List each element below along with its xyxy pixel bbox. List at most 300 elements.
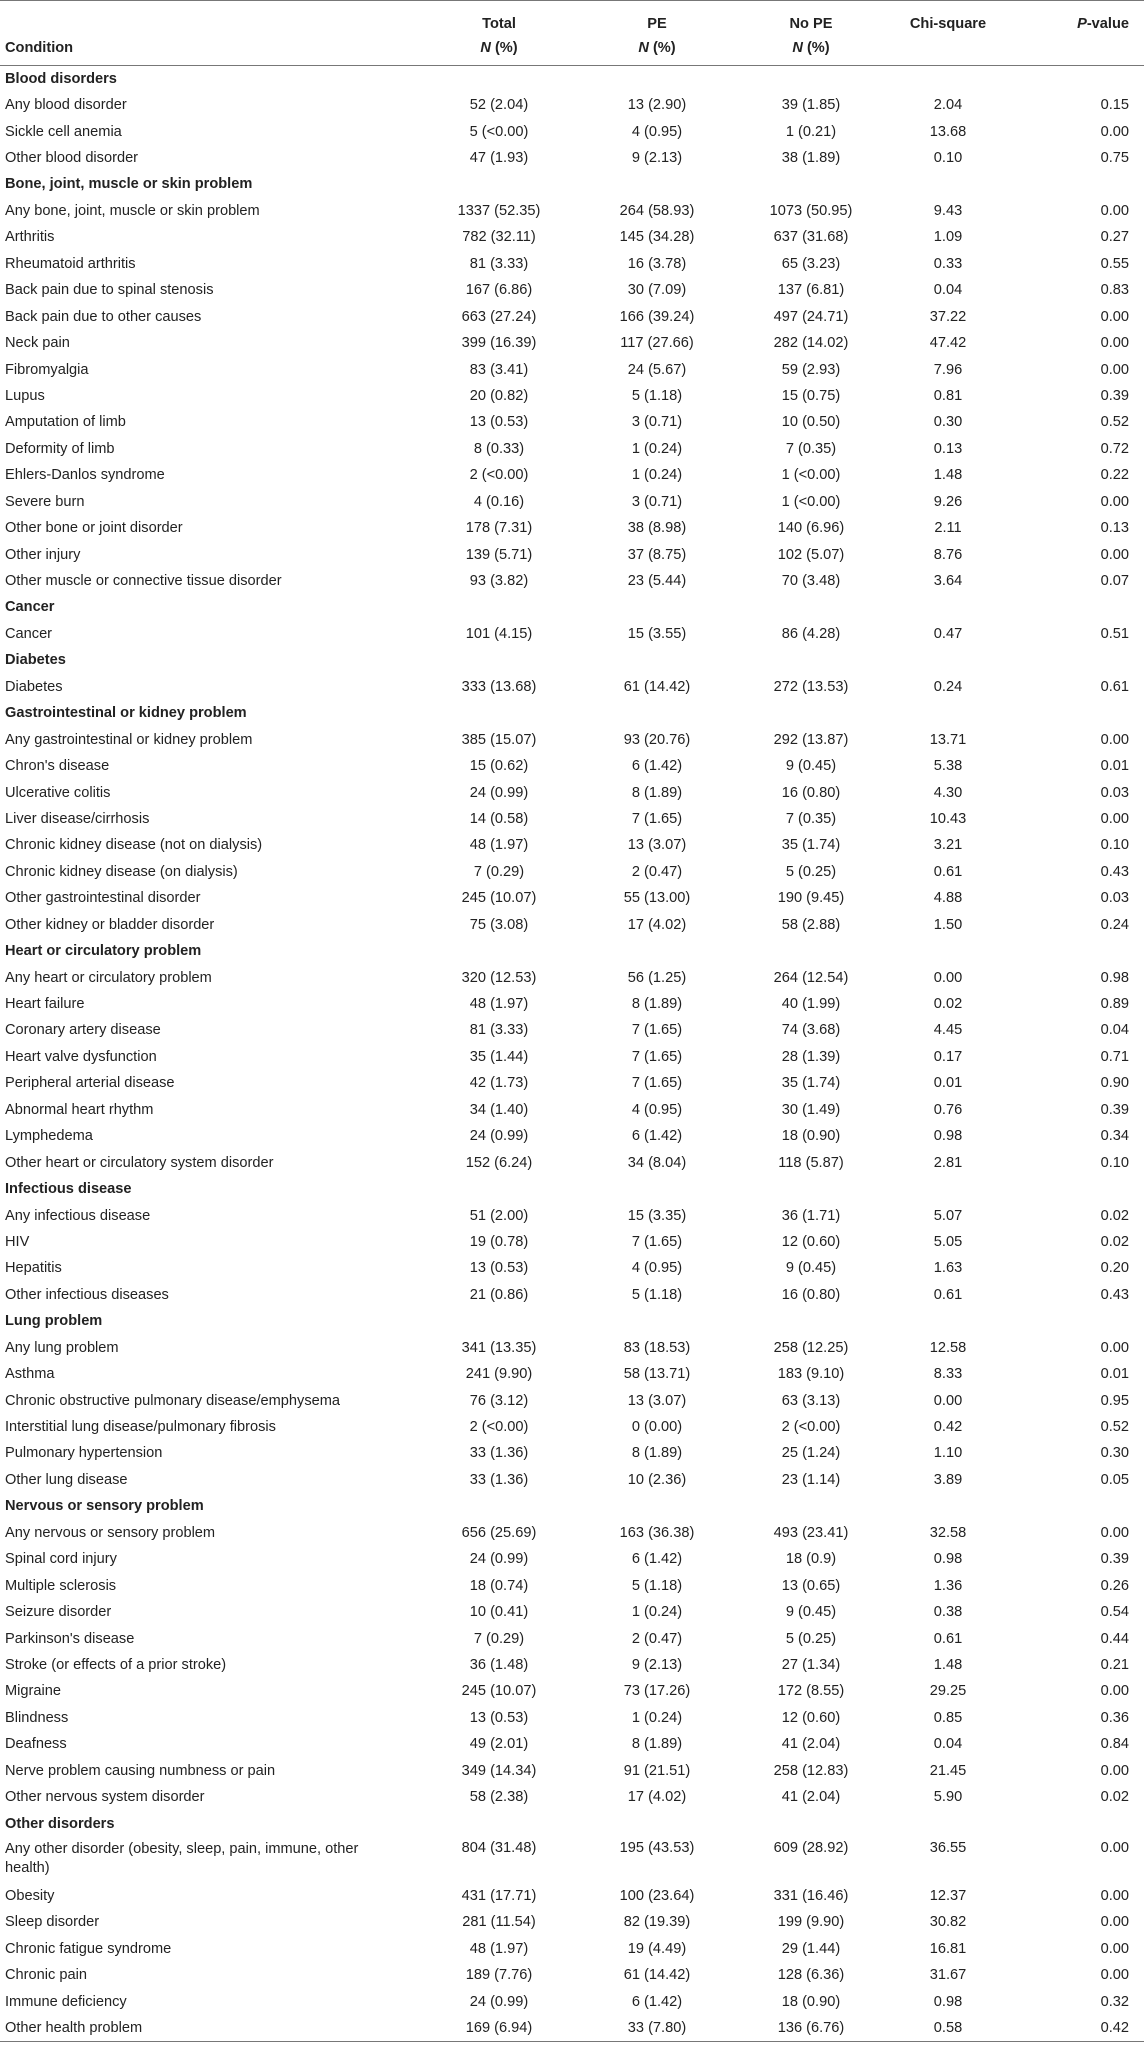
- pe-cell: 55 (13.00): [623, 890, 691, 907]
- pe-cell: 38 (8.98): [627, 520, 687, 537]
- chi-square-cell: 9.43: [933, 202, 963, 219]
- condition-cell: Parkinson's disease: [5, 1630, 135, 1647]
- table-body: [0, 66, 1144, 2042]
- no-pe-cell: 9 (0.45): [785, 758, 837, 775]
- p-value-cell: 0.54: [1100, 1604, 1129, 1621]
- table-row: [0, 1044, 1144, 1070]
- pe-cell: 5 (1.18): [631, 387, 683, 404]
- table-row: [0, 885, 1144, 911]
- no-pe-cell: 272 (13.53): [773, 678, 849, 695]
- no-pe-cell: 38 (1.89): [781, 150, 841, 167]
- table-row: [0, 224, 1144, 250]
- pe-cell: 6 (1.42): [631, 1128, 683, 1145]
- category-row: [0, 66, 1144, 92]
- condition-cell: Sickle cell anemia: [5, 123, 122, 140]
- no-pe-cell: 23 (1.14): [781, 1471, 841, 1488]
- total-cell: 399 (16.39): [461, 335, 537, 352]
- chi-square-cell: 1.36: [933, 1577, 963, 1594]
- table-row: [0, 330, 1144, 356]
- chi-square-cell: 3.64: [933, 573, 963, 590]
- condition-cell: Other lung disease: [5, 1471, 128, 1488]
- condition-cell: Other infectious diseases: [5, 1286, 169, 1303]
- pe-cell: 6 (1.42): [631, 758, 683, 775]
- category-label: Infectious disease: [5, 1181, 132, 1198]
- condition-cell: Peripheral arterial disease: [5, 1075, 175, 1092]
- total-cell: 8 (0.33): [473, 440, 525, 457]
- pe-cell: 82 (19.39): [623, 1914, 691, 1931]
- table-row: [0, 462, 1144, 488]
- chi-square-cell: 0.81: [933, 387, 963, 404]
- chi-square-cell: 0.00: [933, 969, 963, 986]
- chi-square-cell: 0.01: [933, 1075, 963, 1092]
- table-row: [0, 1652, 1144, 1678]
- total-cell: 33 (1.36): [469, 1445, 529, 1462]
- total-cell: 13 (0.53): [469, 1709, 529, 1726]
- total-cell: 48 (1.97): [469, 1940, 529, 1957]
- condition-cell: Sleep disorder: [5, 1914, 100, 1931]
- chi-square-cell: 1.50: [933, 916, 963, 933]
- table-header: [0, 1, 1144, 66]
- table-row: [0, 859, 1144, 885]
- table-row: [0, 1599, 1144, 1625]
- header-blank: [0, 1, 420, 33]
- condition-cell: Any lung problem: [5, 1339, 119, 1356]
- pe-cell: 83 (18.53): [623, 1339, 691, 1356]
- p-value-cell: 0.00: [1100, 1339, 1129, 1356]
- pe-cell: 100 (23.64): [619, 1888, 695, 1905]
- pe-cell: 33 (7.80): [578, 2015, 736, 2041]
- category-label: Nervous or sensory problem: [5, 1498, 204, 1515]
- table-row: [0, 674, 1144, 700]
- total-cell: 48 (1.97): [469, 837, 529, 854]
- category-label: Diabetes: [5, 652, 66, 669]
- chi-square-cell: 31.67: [929, 1967, 967, 1984]
- pe-cell: 163 (36.38): [619, 1524, 695, 1541]
- no-pe-cell: 18 (0.9): [785, 1551, 837, 1568]
- table-row: [0, 436, 1144, 462]
- condition-cell: Pulmonary hypertension: [5, 1445, 163, 1462]
- chi-square-cell: 0.98: [933, 1128, 963, 1145]
- table-row: [0, 1989, 1144, 2015]
- chi-square-cell: 0.61: [933, 1286, 963, 1303]
- p-value-cell: 0.03: [1100, 890, 1129, 907]
- pe-cell: 3 (0.71): [631, 493, 683, 510]
- pe-cell: 19 (4.49): [627, 1940, 687, 1957]
- p-value-cell: 0.36: [1100, 1709, 1129, 1726]
- total-cell: 245 (10.07): [461, 1683, 537, 1700]
- p-value-cell: 0.43: [1100, 863, 1129, 880]
- p-value-cell: 0.20: [1100, 1260, 1129, 1277]
- chi-square-cell: 1.10: [933, 1445, 963, 1462]
- total-cell: 36 (1.48): [469, 1656, 529, 1673]
- total-cell: 14 (0.58): [469, 810, 529, 827]
- chi-square-cell: 16.81: [929, 1940, 967, 1957]
- total-cell: 10 (0.41): [469, 1604, 529, 1621]
- total-cell: 333 (13.68): [461, 678, 537, 695]
- pe-cell: 61 (14.42): [623, 678, 691, 695]
- total-cell: 169 (6.94): [420, 2015, 578, 2041]
- chi-square-cell: 3.21: [933, 837, 963, 854]
- no-pe-cell: 13 (0.65): [781, 1577, 841, 1594]
- category-label: Bone, joint, muscle or skin problem: [5, 176, 253, 193]
- table-row: [0, 1625, 1144, 1651]
- no-pe-cell: 18 (0.90): [781, 1993, 841, 2010]
- table-row: [0, 753, 1144, 779]
- no-pe-cell: 609 (28.92): [773, 1839, 849, 1856]
- condition-cell: Other gastrointestinal disorder: [5, 890, 201, 907]
- p-value-cell: 0.84: [1100, 1736, 1129, 1753]
- condition-cell: Arthritis: [5, 229, 55, 246]
- condition-cell: Chronic pain: [5, 1967, 87, 1984]
- no-pe-cell: 190 (9.45): [777, 890, 845, 907]
- pe-cell: 166 (39.24): [619, 308, 695, 325]
- pe-cell: 58 (13.71): [623, 1366, 691, 1383]
- table-row: [0, 621, 1144, 647]
- condition-cell: Chron's disease: [5, 758, 110, 775]
- chi-square-cell: 0.38: [933, 1604, 963, 1621]
- no-pe-cell: 70 (3.48): [781, 573, 841, 590]
- pe-cell: 4 (0.95): [631, 123, 683, 140]
- total-cell: 241 (9.90): [465, 1366, 533, 1383]
- p-value-cell: 0.02: [1100, 1789, 1129, 1806]
- total-cell: 804 (31.48): [461, 1839, 537, 1856]
- table-row: [0, 1758, 1144, 1784]
- table-row: [0, 1837, 1144, 1883]
- no-pe-cell: 12 (0.60): [781, 1709, 841, 1726]
- chi-square-cell: 4.45: [933, 1022, 963, 1039]
- p-value-cell: 0.89: [1100, 996, 1129, 1013]
- chi-square-cell: 29.25: [929, 1683, 967, 1700]
- category-label: Blood disorders: [5, 70, 117, 87]
- pe-cell: 145 (34.28): [619, 229, 695, 246]
- table-row: [0, 251, 1144, 277]
- condition-cell: Other kidney or bladder disorder: [5, 916, 215, 933]
- header-p-rest: -value: [1086, 16, 1129, 32]
- condition-cell: Stroke (or effects of a prior stroke): [5, 1656, 227, 1673]
- pe-cell: 1 (0.24): [631, 467, 683, 484]
- chi-square-cell: 0.13: [933, 440, 963, 457]
- table-row: [0, 1255, 1144, 1281]
- chi-square-cell: 0.42: [933, 1419, 963, 1436]
- condition-cell: Other heart or circulatory system disorder: [5, 1154, 274, 1171]
- pe-cell: 16 (3.78): [627, 255, 687, 272]
- no-pe-cell: 7 (0.35): [785, 440, 837, 457]
- no-pe-cell: 331 (16.46): [773, 1888, 849, 1905]
- condition-cell: Chronic kidney disease (not on dialysis): [5, 837, 263, 854]
- category-row: [0, 1176, 1144, 1202]
- table-row: [0, 1962, 1144, 1988]
- pe-cell: 6 (1.42): [631, 1993, 683, 2010]
- condition-cell: Liver disease/cirrhosis: [5, 810, 150, 827]
- chi-square-cell: 30.82: [929, 1914, 967, 1931]
- p-value-cell: 0.02: [1100, 1233, 1129, 1250]
- total-cell: 152 (6.24): [465, 1154, 533, 1171]
- pe-cell: 56 (1.25): [627, 969, 687, 986]
- no-pe-cell: 86 (4.28): [781, 625, 841, 642]
- p-value-cell: 0.72: [1100, 440, 1129, 457]
- total-cell: 385 (15.07): [461, 731, 537, 748]
- no-pe-cell: 18 (0.90): [781, 1128, 841, 1145]
- chi-square-cell: 8.33: [933, 1366, 963, 1383]
- table-row: [0, 515, 1144, 541]
- total-cell: 7 (0.29): [473, 863, 525, 880]
- total-cell: 47 (1.93): [469, 150, 529, 167]
- pe-cell: 5 (1.18): [631, 1286, 683, 1303]
- condition-cell: Severe burn: [5, 493, 85, 510]
- table-row: [0, 1361, 1144, 1387]
- table-row: [0, 1467, 1144, 1493]
- condition-cell: Multiple sclerosis: [5, 1577, 117, 1594]
- p-value-cell: 0.39: [1100, 387, 1129, 404]
- no-pe-cell: 36 (1.71): [781, 1207, 841, 1224]
- total-cell: 167 (6.86): [465, 282, 533, 299]
- no-pe-cell: 140 (6.96): [777, 520, 845, 537]
- no-pe-cell: 282 (14.02): [773, 335, 849, 352]
- no-pe-cell: 102 (5.07): [777, 546, 845, 563]
- no-pe-cell: 10 (0.50): [781, 414, 841, 431]
- n-italic: N: [638, 40, 649, 56]
- pe-cell: 2 (0.47): [631, 1630, 683, 1647]
- total-cell: 13 (0.53): [469, 414, 529, 431]
- pe-cell: 3 (0.71): [631, 414, 683, 431]
- total-cell: 1337 (52.35): [457, 202, 541, 219]
- chi-square-cell: 13.68: [929, 123, 967, 140]
- table-row: [0, 1520, 1144, 1546]
- no-pe-cell: 7 (0.35): [785, 810, 837, 827]
- table-row: [0, 541, 1144, 567]
- p-value-cell: 0.05: [1100, 1471, 1129, 1488]
- pe-cell: 30 (7.09): [627, 282, 687, 299]
- condition-cell: Neck pain: [5, 335, 70, 352]
- condition-cell: Lupus: [5, 387, 45, 404]
- total-cell: 51 (2.00): [469, 1207, 529, 1224]
- chi-square-cell: 0.02: [933, 996, 963, 1013]
- condition-cell: Other health problem: [0, 2015, 420, 2041]
- no-pe-cell: 39 (1.85): [781, 97, 841, 114]
- pe-cell: 0 (0.00): [631, 1419, 683, 1436]
- total-cell: 75 (3.08): [469, 916, 529, 933]
- pe-cell: 7 (1.65): [631, 810, 683, 827]
- p-value-cell: 0.15: [1100, 97, 1129, 114]
- total-cell: 81 (3.33): [469, 255, 529, 272]
- pe-cell: 8 (1.89): [631, 1736, 683, 1753]
- condition-cell: Heart failure: [5, 996, 85, 1013]
- category-row: [0, 938, 1144, 964]
- p-value-cell: 0.00: [1100, 308, 1129, 325]
- condition-cell: Spinal cord injury: [5, 1551, 117, 1568]
- no-pe-cell: 41 (2.04): [781, 1789, 841, 1806]
- pe-cell: 4 (0.95): [631, 1260, 683, 1277]
- p-value-cell: 0.02: [1100, 1207, 1129, 1224]
- n-rest: (%): [648, 40, 676, 56]
- chi-square-cell: 47.42: [929, 335, 967, 352]
- p-value-cell: 0.39: [1100, 1101, 1129, 1118]
- p-value-cell: 0.43: [1100, 1286, 1129, 1303]
- no-pe-cell: 493 (23.41): [773, 1524, 849, 1541]
- pe-cell: 37 (8.75): [627, 546, 687, 563]
- condition-cell: Interstitial lung disease/pulmonary fibrosis: [5, 1419, 276, 1436]
- no-pe-cell: 5 (0.25): [785, 863, 837, 880]
- pe-cell: 9 (2.13): [631, 1656, 683, 1673]
- chi-square-cell: 32.58: [929, 1524, 967, 1541]
- p-value-cell: 0.27: [1100, 229, 1129, 246]
- category-row: [0, 700, 1144, 726]
- chi-square-cell: 5.05: [933, 1233, 963, 1250]
- header-row-1: [0, 1, 1144, 33]
- condition-cell: Abnormal heart rhythm: [5, 1101, 154, 1118]
- chi-square-cell: 0.47: [933, 625, 963, 642]
- condition-cell: Back pain due to spinal stenosis: [5, 282, 214, 299]
- category-row: [0, 594, 1144, 620]
- total-cell: 24 (0.99): [469, 784, 529, 801]
- chi-square-cell: 0.10: [933, 150, 963, 167]
- pe-cell: 8 (1.89): [631, 784, 683, 801]
- no-pe-cell: 1 (<0.00): [781, 493, 841, 510]
- total-cell: 245 (10.07): [461, 890, 537, 907]
- no-pe-cell: 1 (<0.00): [781, 467, 841, 484]
- p-value-cell: 0.44: [1100, 1630, 1129, 1647]
- table-row: [0, 568, 1144, 594]
- condition-cell: Seizure disorder: [5, 1604, 112, 1621]
- chi-square-cell: 4.88: [933, 890, 963, 907]
- chi-square-cell: 0.00: [933, 1392, 963, 1409]
- header-blank-p: [1010, 32, 1144, 66]
- chi-square-cell: 8.76: [933, 546, 963, 563]
- pe-cell: 15 (3.35): [627, 1207, 687, 1224]
- p-value-cell: 0.00: [1100, 335, 1129, 352]
- pe-cell: 2 (0.47): [631, 863, 683, 880]
- total-cell: 139 (5.71): [465, 546, 533, 563]
- table-row: [0, 1149, 1144, 1175]
- condition-cell: Back pain due to other causes: [5, 308, 202, 325]
- n-rest: (%): [490, 40, 518, 56]
- pe-cell: 117 (27.66): [620, 335, 694, 352]
- p-value-cell: 0.00: [1100, 731, 1129, 748]
- chi-square-cell: 7.96: [933, 361, 963, 378]
- total-cell: 21 (0.86): [469, 1286, 529, 1303]
- table-row: [0, 356, 1144, 382]
- table-row: [0, 1097, 1144, 1123]
- table-row: [0, 92, 1144, 118]
- p-value-cell: 0.61: [1100, 678, 1129, 695]
- condition-cell: Any heart or circulatory problem: [5, 969, 212, 986]
- total-cell: 18 (0.74): [469, 1577, 529, 1594]
- pe-cell: 13 (3.07): [627, 1392, 687, 1409]
- chi-square-cell: 2.04: [933, 97, 963, 114]
- condition-cell: Asthma: [5, 1366, 55, 1383]
- no-pe-cell: 25 (1.24): [781, 1445, 841, 1462]
- p-value-cell: 0.00: [1100, 1967, 1129, 1984]
- pe-cell: 93 (20.76): [623, 731, 691, 748]
- p-value-cell: 0.52: [1100, 1419, 1129, 1436]
- no-pe-cell: 199 (9.90): [777, 1914, 845, 1931]
- pe-cell: 9 (2.13): [631, 150, 683, 167]
- table-row: [0, 806, 1144, 832]
- table-row: [0, 1017, 1144, 1043]
- condition-cell: Deafness: [5, 1736, 67, 1753]
- condition-cell: Fibromyalgia: [5, 361, 89, 378]
- p-value-cell: 0.24: [1100, 916, 1129, 933]
- condition-cell: Ehlers-Danlos syndrome: [5, 467, 165, 484]
- category-label: Gastrointestinal or kidney problem: [5, 705, 247, 722]
- chi-square-cell: 1.63: [933, 1260, 963, 1277]
- no-pe-cell: 1073 (50.95): [769, 202, 853, 219]
- table-row: [0, 489, 1144, 515]
- table-row: [0, 1335, 1144, 1361]
- header-p-italic: P: [1077, 16, 1087, 32]
- condition-cell: Other nervous system disorder: [5, 1789, 205, 1806]
- chi-square-cell: 0.85: [933, 1709, 963, 1726]
- chi-square-cell: 2.11: [934, 520, 962, 537]
- total-cell: 81 (3.33): [469, 1022, 529, 1039]
- total-cell: 178 (7.31): [465, 520, 533, 537]
- p-value-cell: 0.32: [1100, 1993, 1129, 2010]
- no-pe-cell: 172 (8.55): [777, 1683, 845, 1700]
- chi-square-cell: 3.89: [933, 1471, 963, 1488]
- p-value-cell: 0.00: [1100, 1762, 1129, 1779]
- no-pe-cell: 137 (6.81): [777, 282, 845, 299]
- total-cell: 320 (12.53): [461, 969, 537, 986]
- condition-cell: Any gastrointestinal or kidney problem: [5, 731, 253, 748]
- condition-cell: Lymphedema: [5, 1128, 93, 1145]
- pe-cell: 7 (1.65): [631, 1233, 683, 1250]
- table-row: [0, 198, 1144, 224]
- table-row: [0, 964, 1144, 990]
- p-value-cell: 0.03: [1100, 784, 1129, 801]
- header-no-pe-n: [736, 32, 886, 66]
- no-pe-cell: 497 (24.71): [773, 308, 849, 325]
- p-value-cell: 0.00: [1100, 1683, 1129, 1700]
- p-value-cell: 0.04: [1100, 1022, 1129, 1039]
- p-value-cell: 0.00: [1100, 1888, 1129, 1905]
- total-cell: 34 (1.40): [469, 1101, 529, 1118]
- category-row: [0, 1308, 1144, 1334]
- no-pe-cell: 9 (0.45): [785, 1604, 837, 1621]
- pe-cell: 1 (0.24): [631, 440, 683, 457]
- header-no-pe: No PE: [736, 1, 886, 33]
- condition-cell: Any nervous or sensory problem: [5, 1524, 216, 1541]
- table-row: [0, 1070, 1144, 1096]
- table-row: [0, 779, 1144, 805]
- p-value-cell: 0.34: [1100, 1128, 1129, 1145]
- header-total: Total: [420, 1, 578, 33]
- chi-square-cell: 0.24: [933, 678, 963, 695]
- table-row: [0, 409, 1144, 435]
- p-value-cell: 0.51: [1100, 625, 1129, 642]
- p-value-cell: 0.00: [1100, 546, 1129, 563]
- pe-cell: 34 (8.04): [627, 1154, 687, 1171]
- no-pe-cell: 28 (1.39): [781, 1048, 841, 1065]
- p-value-cell: 0.21: [1100, 1656, 1129, 1673]
- table-row: [0, 303, 1144, 329]
- category-label: Heart or circulatory problem: [5, 943, 202, 960]
- no-pe-cell: 637 (31.68): [773, 229, 849, 246]
- chi-square-cell: 1.48: [933, 1656, 963, 1673]
- p-value-cell: 0.00: [1100, 1839, 1129, 1856]
- chi-square-cell: 0.30: [933, 414, 963, 431]
- pe-cell: 1 (0.24): [631, 1604, 683, 1621]
- table-row: [0, 832, 1144, 858]
- total-cell: 24 (0.99): [469, 1993, 529, 2010]
- pe-cell: 91 (21.51): [623, 1762, 691, 1779]
- condition-cell: Migraine: [5, 1683, 61, 1700]
- no-pe-cell: 16 (0.80): [781, 1286, 841, 1303]
- category-row: [0, 171, 1144, 197]
- table-row: [0, 1414, 1144, 1440]
- total-cell: 13 (0.53): [469, 1260, 529, 1277]
- total-cell: 24 (0.99): [469, 1551, 529, 1568]
- total-cell: 281 (11.54): [462, 1914, 536, 1931]
